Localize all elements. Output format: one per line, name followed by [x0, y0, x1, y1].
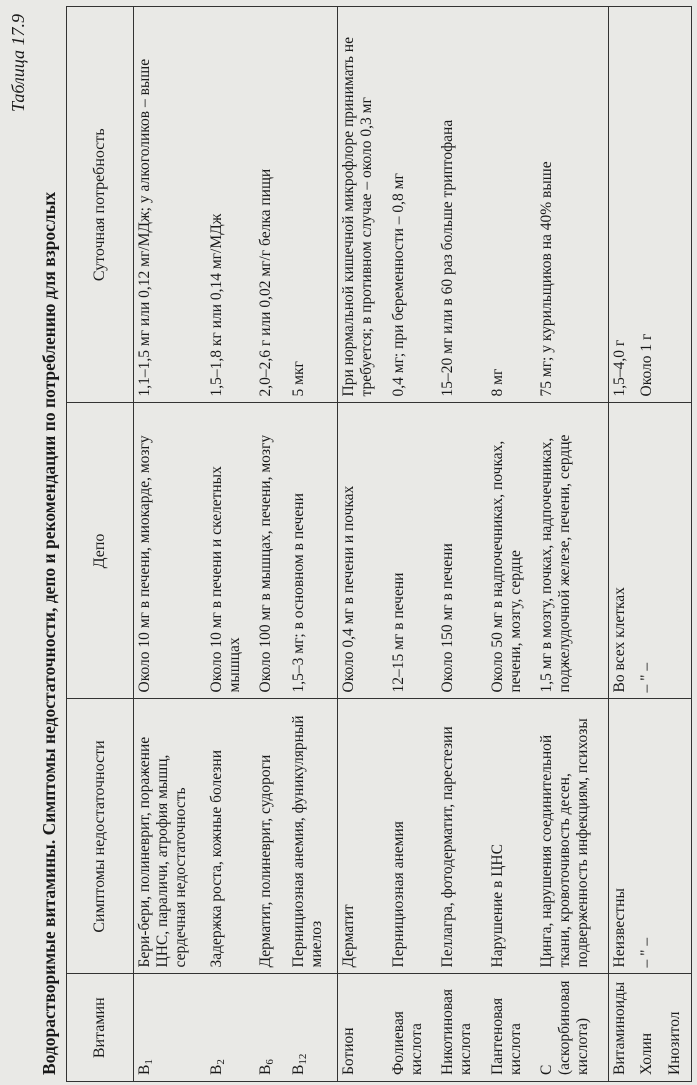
cell-need: 5 мкг [288, 7, 338, 403]
vitamin-subscript: 1 [143, 1059, 155, 1065]
table-body [134, 7, 692, 1082]
cell-vitamin [664, 974, 692, 1082]
cell-need: При нормальной кишечной микрофлоре принимать не требуется; в противном случае – около 0,3 мг [338, 7, 388, 403]
cell-symptoms: Задержка роста, кожные болезни [206, 699, 255, 974]
cell-symptoms [664, 699, 692, 974]
vitamin-name: B [207, 1064, 225, 1075]
vitamin-name: Инозитол [665, 1011, 683, 1075]
cell-need: Около 1 г [636, 7, 663, 403]
vitamin-name: Никотиновая кислота [439, 988, 475, 1075]
cell-symptoms: Дерматит, полиневрит, судороги [255, 699, 287, 974]
cell-need: 75 мг; у курильщиков на 40% выше [536, 7, 608, 403]
cell-vitamin [338, 974, 388, 1082]
table-row [609, 7, 637, 1082]
cell-vitamin [134, 974, 206, 1082]
table-row [206, 7, 255, 1082]
vitamin-subscript: 2 [214, 1059, 227, 1065]
cell-depot: Около 150 мг в печени [437, 403, 486, 699]
cell-need: 15–20 мг или в 60 раз больше триптофана [437, 7, 486, 403]
table-row [288, 7, 338, 1082]
vitamin-name: С (аскорбиновая кислота) [538, 980, 592, 1075]
cell-vitamin [487, 974, 536, 1082]
table-row [487, 7, 536, 1082]
vitamin-name: B [136, 1064, 153, 1075]
cell-symptoms: Дерматит [338, 699, 388, 974]
cell-need: 2,0–2,6 г или 0,02 мг/г белка пищи [255, 7, 287, 403]
cell-depot: – " – [636, 403, 663, 699]
header-row [67, 7, 134, 1082]
cell-symptoms: Неизвестны [609, 699, 637, 974]
cell-symptoms: Пернициозная анемия [388, 699, 437, 974]
vitamin-name: Пантеновая кислота [488, 997, 524, 1075]
header-depot: Депо [67, 403, 134, 699]
cell-symptoms: – " – [636, 699, 663, 974]
vitamin-subscript: 6 [264, 1059, 277, 1065]
cell-need: 0,4 мг; при беременности – 0,8 мг [388, 7, 437, 403]
table-title: Водорастворимые витамины. Симптомы недостаточности, депо и рекомендации по потреблению для взрослых [39, 191, 59, 1075]
table-row [255, 7, 287, 1082]
vitamin-name: Ботион [340, 1027, 358, 1075]
cell-symptoms: Нарушение в ЦНС [487, 699, 536, 974]
cell-vitamin [206, 974, 255, 1082]
cell-depot: Во всех клетках [609, 403, 637, 699]
cell-symptoms: Цинга, нарушения соединительной ткани, кровоточивость десен, подверженность инфекциям, психозы [536, 699, 608, 974]
vitamin-name: B [289, 1064, 307, 1075]
table-row [338, 7, 388, 1082]
cell-depot: 1,5 мг в мозгу, почках, надпочечниках, поджелудочной железе, печени, сердце [536, 403, 608, 699]
cell-depot: Около 100 мг в мышцах, печени, мозгу [255, 403, 287, 699]
cell-need: 8 мг [487, 7, 536, 403]
cell-depot: Около 10 мг в печени, миокарде, мозгу [134, 403, 206, 699]
cell-depot: 1,5–3 мг; в основном в печени [288, 403, 338, 699]
cell-depot [664, 403, 692, 699]
table-row [636, 7, 663, 1082]
cell-vitamin [536, 974, 608, 1082]
cell-need: 1,1–1,5 мг или 0,12 мг/МДж; у алкоголиков – выше [134, 7, 206, 403]
cell-symptoms: Бери-бери, полиневрит, поражение ЦНС, параличи, атрофия мышц, сердечная недостаточность [134, 699, 206, 974]
vitamin-name: Фолиевая кислота [389, 1011, 425, 1075]
cell-need: 1,5–4,0 г [609, 7, 637, 403]
cell-depot: 12–15 мг в печени [388, 403, 437, 699]
table-row [437, 7, 486, 1082]
cell-depot: Около 10 мг в печени и скелетных мышцах [206, 403, 255, 699]
header-need: Суточная потребность [67, 7, 134, 403]
cell-vitamin [255, 974, 287, 1082]
cell-vitamin [636, 974, 663, 1082]
table-row [536, 7, 608, 1082]
cell-depot: Около 0,4 мг в печени и почках [338, 403, 388, 699]
vitamin-name: Витаминоиды [611, 981, 629, 1075]
cell-need [664, 7, 692, 403]
cell-need: 1,5–1,8 кг или 0,14 мг/МДж [206, 7, 255, 403]
table-row [134, 7, 206, 1082]
table-row [664, 7, 692, 1082]
header-symptoms: Симптомы недостаточности [67, 699, 134, 974]
cell-vitamin [437, 974, 486, 1082]
header-vitamin: Витамин [67, 974, 134, 1082]
table-row [388, 7, 437, 1082]
vitamin-subscript: 12 [296, 1053, 309, 1065]
cell-symptoms: Пернициозная анемия, фуникулярный миелоз [288, 699, 338, 974]
vitamin-name: B [257, 1064, 275, 1075]
vitamins-table [66, 6, 692, 1082]
table-number: Таблица 17.9 [8, 14, 28, 113]
cell-symptoms: Пеллагра, фотодерматит, парестезии [437, 699, 486, 974]
cell-depot: Около 50 мг в надпочечниках, почках, печени, мозгу, сердце [487, 403, 536, 699]
cell-vitamin [388, 974, 437, 1082]
vitamin-name: Холин [638, 1032, 656, 1075]
cell-vitamin [288, 974, 338, 1082]
cell-vitamin [609, 974, 637, 1082]
